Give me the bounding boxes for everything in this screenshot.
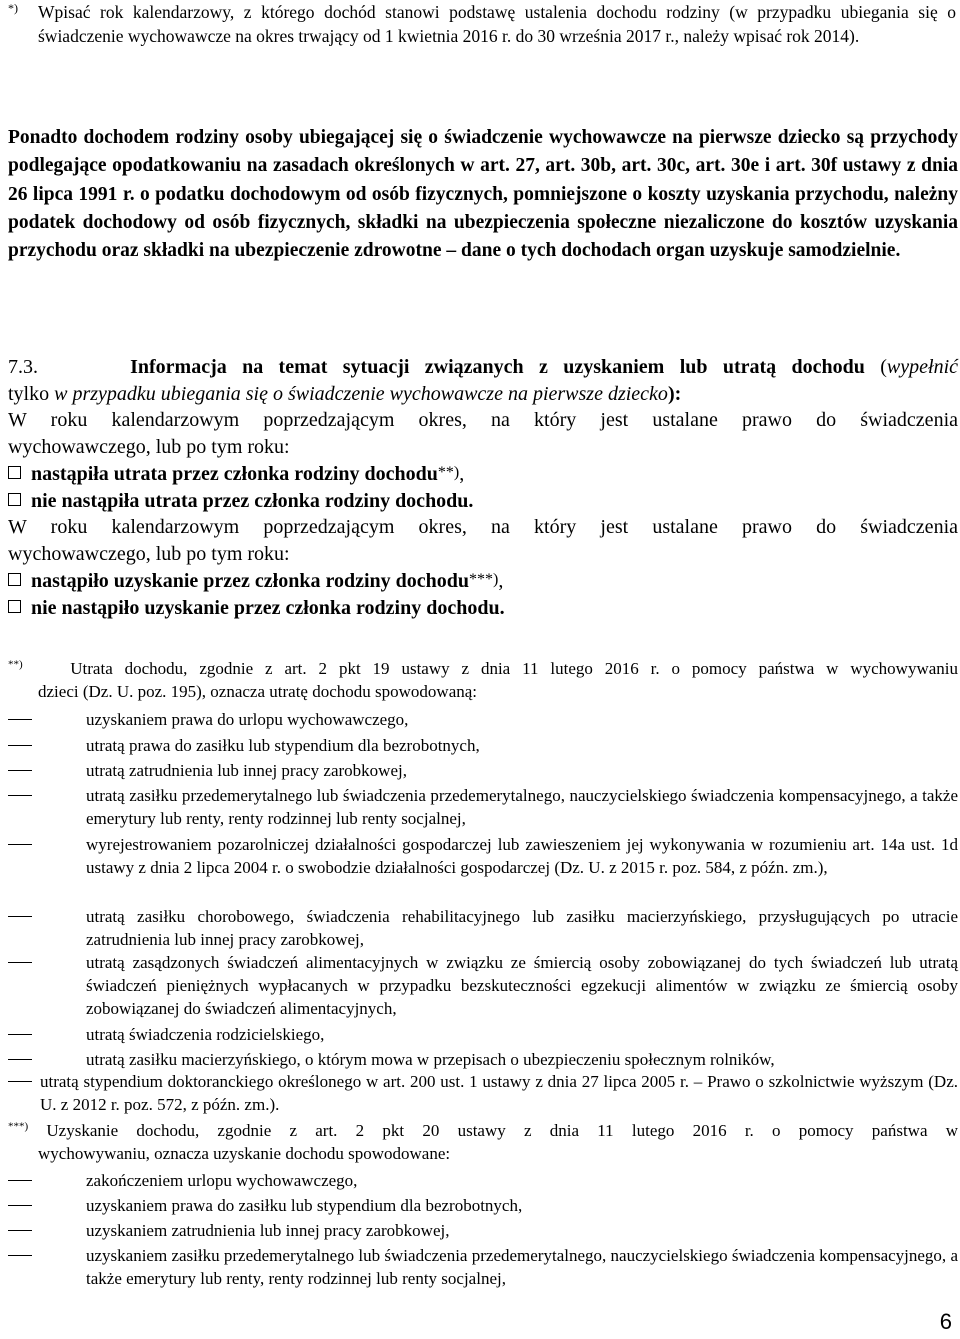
dash-marker <box>8 1255 32 1256</box>
list-item-text: utratą zasiłku chorobowego, świadczenia rehabilitacyjnego lub zasiłku macierzyńskiego, przysługujących po utracie zatrudnienia lub innej pracy zarobkowej, <box>86 907 958 949</box>
list-item-text: uzyskaniem prawa do zasiłku lub stypendium dla bezrobotnych, <box>86 1196 523 1215</box>
footnote-ref: ***) <box>469 571 499 588</box>
section-heading-line2 <box>8 381 958 408</box>
dash-marker <box>8 770 32 771</box>
list-item <box>8 708 958 731</box>
page-number: 6 <box>939 1309 952 1334</box>
dash-marker <box>8 719 32 720</box>
dash-marker <box>8 916 32 917</box>
list-item-text: utratą zatrudnienia lub innej pracy zarobkowej, <box>86 761 407 780</box>
footnote-line1 <box>8 1119 958 1142</box>
income-loss-last-item <box>40 1070 958 1116</box>
checkbox-no-income-gain[interactable] <box>8 600 21 613</box>
dash-marker <box>8 844 32 845</box>
list-item <box>8 1023 958 1046</box>
option-income-loss[interactable] <box>8 460 958 488</box>
punct: , <box>498 570 504 592</box>
dash-marker <box>8 1081 32 1082</box>
footnote-text: Uzyskanie dochodu, zgodnie z art. 2 pkt 20 ustawy z dnia 11 lutego 2016 r. o pomocy państwa w <box>46 1121 958 1140</box>
section-heading-line1 <box>8 354 958 381</box>
option-no-income-loss[interactable] <box>8 488 958 515</box>
list-item <box>8 734 958 757</box>
list-item-text: wyrejestrowaniem pozarolniczej działalności gospodarczej lub zawieszeniem jej wykonywania w rozumieniu art. 14a ust. 1d ustawy z dnia 2 lipca 2004 r. o swobodzie działalności gospodarczej (Dz. U. z 2015 r. poz. 584, z późn. zm.), <box>86 835 958 877</box>
checkbox-income-loss[interactable] <box>8 466 21 479</box>
list-item-text: utratą świadczenia rodzicielskiego, <box>86 1025 325 1044</box>
list-item <box>8 833 958 879</box>
list-item <box>8 905 958 951</box>
question-1-line2: wychowawczego, lub po tym roku: <box>8 435 290 458</box>
footnote-income-gain <box>8 1119 958 1165</box>
dash-marker <box>8 962 32 963</box>
option-no-income-gain[interactable] <box>8 595 958 622</box>
list-item-text: uzyskaniem zatrudnienia lub innej pracy zarobkowej, <box>86 1221 450 1240</box>
section-7-3 <box>8 354 958 621</box>
section-number: 7.3. <box>8 356 38 378</box>
checkbox-income-gain[interactable] <box>8 573 21 586</box>
footnote-ref: **) <box>437 464 460 481</box>
list-item <box>8 1219 958 1242</box>
footnote-marker: ***) <box>8 1120 29 1133</box>
footnote-line2: dzieci (Dz. U. poz. 195), oznacza utratę dochodu spowodowaną: <box>38 682 478 701</box>
list-item-text: uzyskaniem prawa do urlopu wychowawczego, <box>86 710 409 729</box>
list-item-text: zakończeniem urlopu wychowawczego, <box>86 1171 358 1190</box>
punct: , <box>459 463 465 485</box>
dash-marker <box>8 1205 32 1206</box>
section-hint-plain: tylko <box>8 382 50 405</box>
income-paragraph: Ponadto dochodem rodziny osoby ubiegającej się o świadczenie wychowawcze na pierwsze dziecko są przychody podlegające opodatkowaniu na zasadach określonych w art. 27, art. 30b, art. 30c, art. 30e i art. 30f ustawy z dnia 26 lipca 1991 r. o podatku dochodowym od osób fizycznych, pomniejszone o koszty uzyskania przychodu, należny podatek dochodowy od osób fizycznych, składki na ubezpieczenia społeczne niezaliczone do kosztów uzyskania przychodu oraz składki na ubezpieczenie zdrowotne – dane o tych dochodach organ uzyskuje samodzielnie. <box>8 127 958 262</box>
list-item-text: utratą prawa do zasiłku lub stypendium dla bezrobotnych, <box>86 736 480 755</box>
footnote-marker: **) <box>8 658 23 671</box>
list-item <box>8 759 958 782</box>
option-label: nastąpiła utrata przez członka rodziny dochodu <box>31 463 438 485</box>
footnote-text: Wpisać rok kalendarzowy, z którego dochód stanowi podstawę ustalenia dochodu rodziny (w przypadku ubiegania się o świadczenie wychowawcze na okres trwający od 1 kwietnia 2016 r. do 30 września 2017 r., należy wpisać rok 2014). <box>38 2 956 46</box>
list-item <box>8 1048 958 1071</box>
list-item-text: utratą zasiłku przedemerytalnego lub świadczenia przedemerytalnego, nauczycielskiego świadczenia kompensacyjnego, a także emerytury lub renty, renty rodzinnej lub renty socjalnej, <box>86 786 958 828</box>
dash-marker <box>8 795 32 796</box>
list-item <box>8 951 958 1020</box>
dash-marker <box>8 1230 32 1231</box>
list-item-text: uzyskaniem zasiłku przedemerytalnego lub świadczenia przedemerytalnego, nauczycielskiego świadczenia kompensacyjnego, a także emerytury lub renty, renty rodzinnej lub renty socjalnej, <box>86 1246 958 1288</box>
dash-marker <box>8 1034 32 1035</box>
list-item-text: utratą zasądzonych świadczeń alimentacyjnych w związku ze śmiercią osoby zobowiązanej do tych świadczeń lub utratą świadczeń pieniężnych wypłacanych w przypadku bezskuteczności egzekucji alimentów w związku ze śmiercią osoby zobowiązanej do świadczeń alimentacyjnych, <box>86 953 958 1018</box>
option-label: nie nastąpiło uzyskanie przez członka rodziny dochodu. <box>31 596 505 619</box>
footnote-text: Utrata dochodu, zgodnie z art. 2 pkt 19 ustawy z dnia 11 lutego 2016 r. o pomocy państwa w wychowywaniu <box>70 659 959 678</box>
dash-marker <box>8 745 32 746</box>
list-item-text: utratą zasiłku macierzyńskiego, o którym mowa w przepisach o ubezpieczeniu społecznym rolników, <box>86 1050 775 1069</box>
dash-marker <box>8 1180 32 1181</box>
option-label: nie nastąpiła utrata przez członka rodziny dochodu. <box>31 489 474 512</box>
footnote-line2: wychowywaniu, oznacza uzyskanie dochodu spowodowane: <box>38 1144 451 1163</box>
checkbox-no-income-loss[interactable] <box>8 493 21 506</box>
question-1-line1: W roku kalendarzowym poprzedzającym okres, na który jest ustalane prawo do świadczenia <box>8 409 958 431</box>
footnote-marker: *) <box>8 1 18 15</box>
question-2-line1: W roku kalendarzowym poprzedzającym okres, na który jest ustalane prawo do świadczenia <box>8 516 958 538</box>
list-item-text: utratą stypendium doktoranckiego określonego w art. 200 ust. 1 ustawy z dnia 27 lipca 2005 r. – Prawo o szkolnictwie wyższym (Dz. U. z 2012 r. poz. 572, z późn. zm.). <box>40 1072 958 1114</box>
section-hint-close: ): <box>667 382 682 405</box>
list-item <box>8 1244 958 1290</box>
dash-marker <box>8 1059 32 1060</box>
question-2-line2: wychowawczego, lub po tym roku: <box>8 542 290 565</box>
paren-open: ( <box>880 356 887 378</box>
list-item <box>8 1194 958 1217</box>
footnote-income-loss <box>8 657 958 703</box>
list-item <box>8 1169 958 1192</box>
list-item <box>8 784 958 830</box>
option-income-gain[interactable] <box>8 567 958 595</box>
footnote-line1 <box>8 657 958 680</box>
option-label: nastąpiło uzyskanie przez członka rodziny dochodu <box>31 570 470 592</box>
section-title: Informacja na temat sytuacji związanych z uzyskaniem lub utratą dochodu <box>130 356 865 378</box>
section-hint: w przypadku ubiegania się o świadczenie wychowawcze na pierwsze dziecko <box>54 382 668 405</box>
top-footnote <box>8 0 956 48</box>
section-hint-word: wypełnić <box>886 356 959 378</box>
